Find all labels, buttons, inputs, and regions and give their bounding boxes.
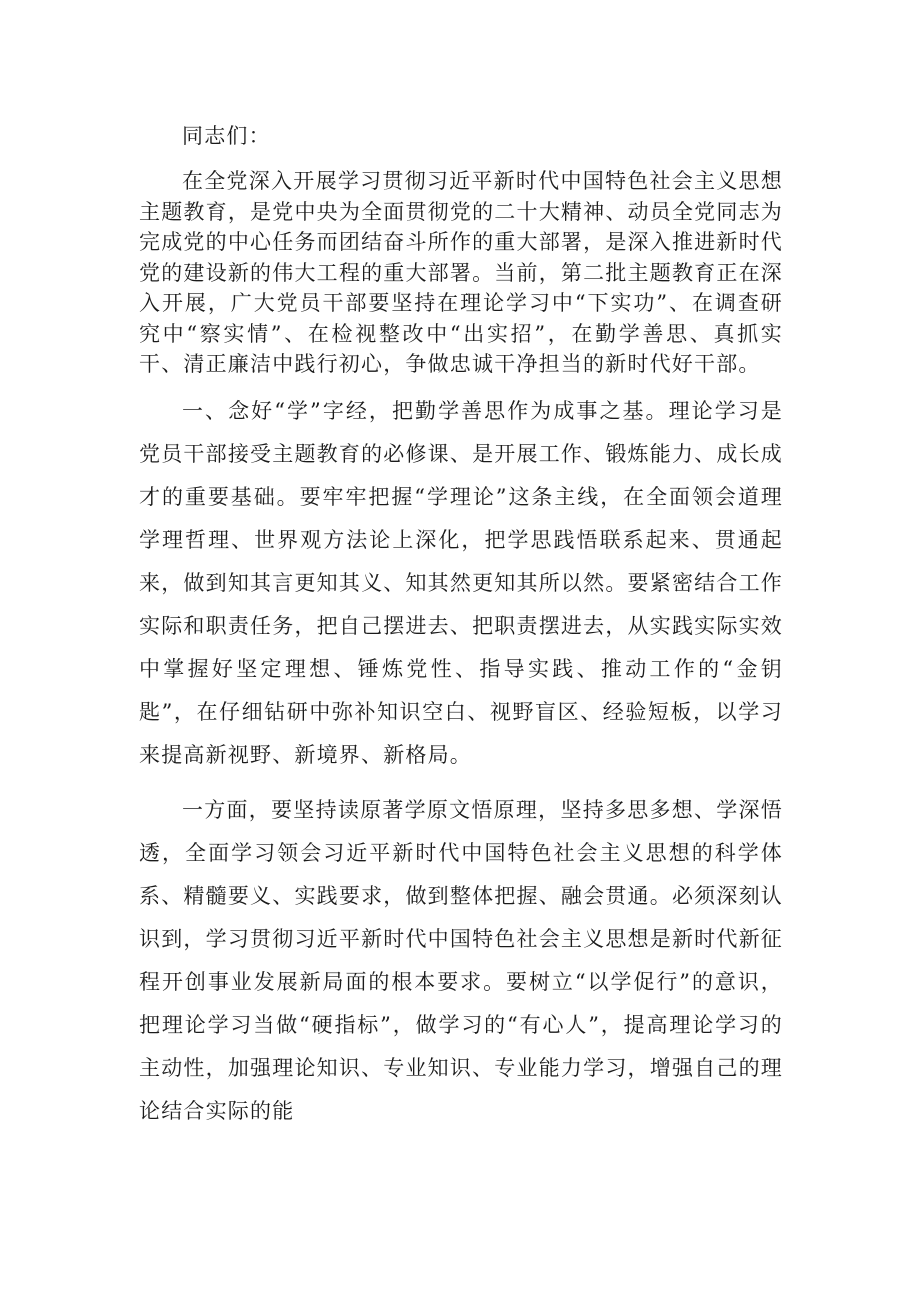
intro-paragraph: 在全党深入开展学习贯彻习近平新时代中国特色社会主义思想主题教育，是党中央为全面贯彻党的二十大精神、动员全党同志为完成党的中心任务而团结奋斗所作的重大部署，是深入推进新时代党的建设新的伟大工程的重大部署。当前，第二批主题教育正在深入开展，广大党员干部要坚持在理论学习中“下实功”、在调查研究中“察实情”、在检视整改中“出实招”，在勤学善思、真抓实干、清正廉洁中践行初心，争做忠诚干净担当的新时代好干部。 <box>139 169 783 376</box>
document-body <box>139 118 783 1137</box>
salutation: 同志们： <box>182 124 271 148</box>
on-one-hand-paragraph: 一方面，要坚持读原著学原文悟原理，坚持多思多想、学深悟透，全面学习领会习近平新时代中国特色社会主义思想的科学体系、精髓要义、实践要求，做到整体把握、融会贯通。必须深刻认识到，学习贯彻习近平新时代中国特色社会主义思想是新时代新征程开创事业发展新局面的根本要求。要树立“以学促行”的意识，把理论学习当做“硬指标”，做学习的“有心人”，提高理论学习的主动性，加强理论知识、专业知识、专业能力学习，增强自己的理论结合实际的能 <box>139 797 783 1123</box>
section-one-paragraph: 一、念好“学”字经，把勤学善思作为成事之基。理论学习是党员干部接受主题教育的必修课、是开展工作、锻炼能力、成长成才的重要基础。要牢牢把握“学理论”这条主线，在全面领会道理学理哲理、世界观方法论上深化，把学思践悟联系起来、贯通起来，做到知其言更知其义、知其然更知其所以然。要紧密结合工作实际和职责任务，把自己摆进去、把职责摆进去，从实践实际实效中掌握好坚定理想、锤炼党性、指导实践、推动工作的“金钥匙”，在仔细钻研中弥补知识空白、视野盲区、经验短板，以学习来提高新视野、新境界、新格局。 <box>139 398 783 767</box>
